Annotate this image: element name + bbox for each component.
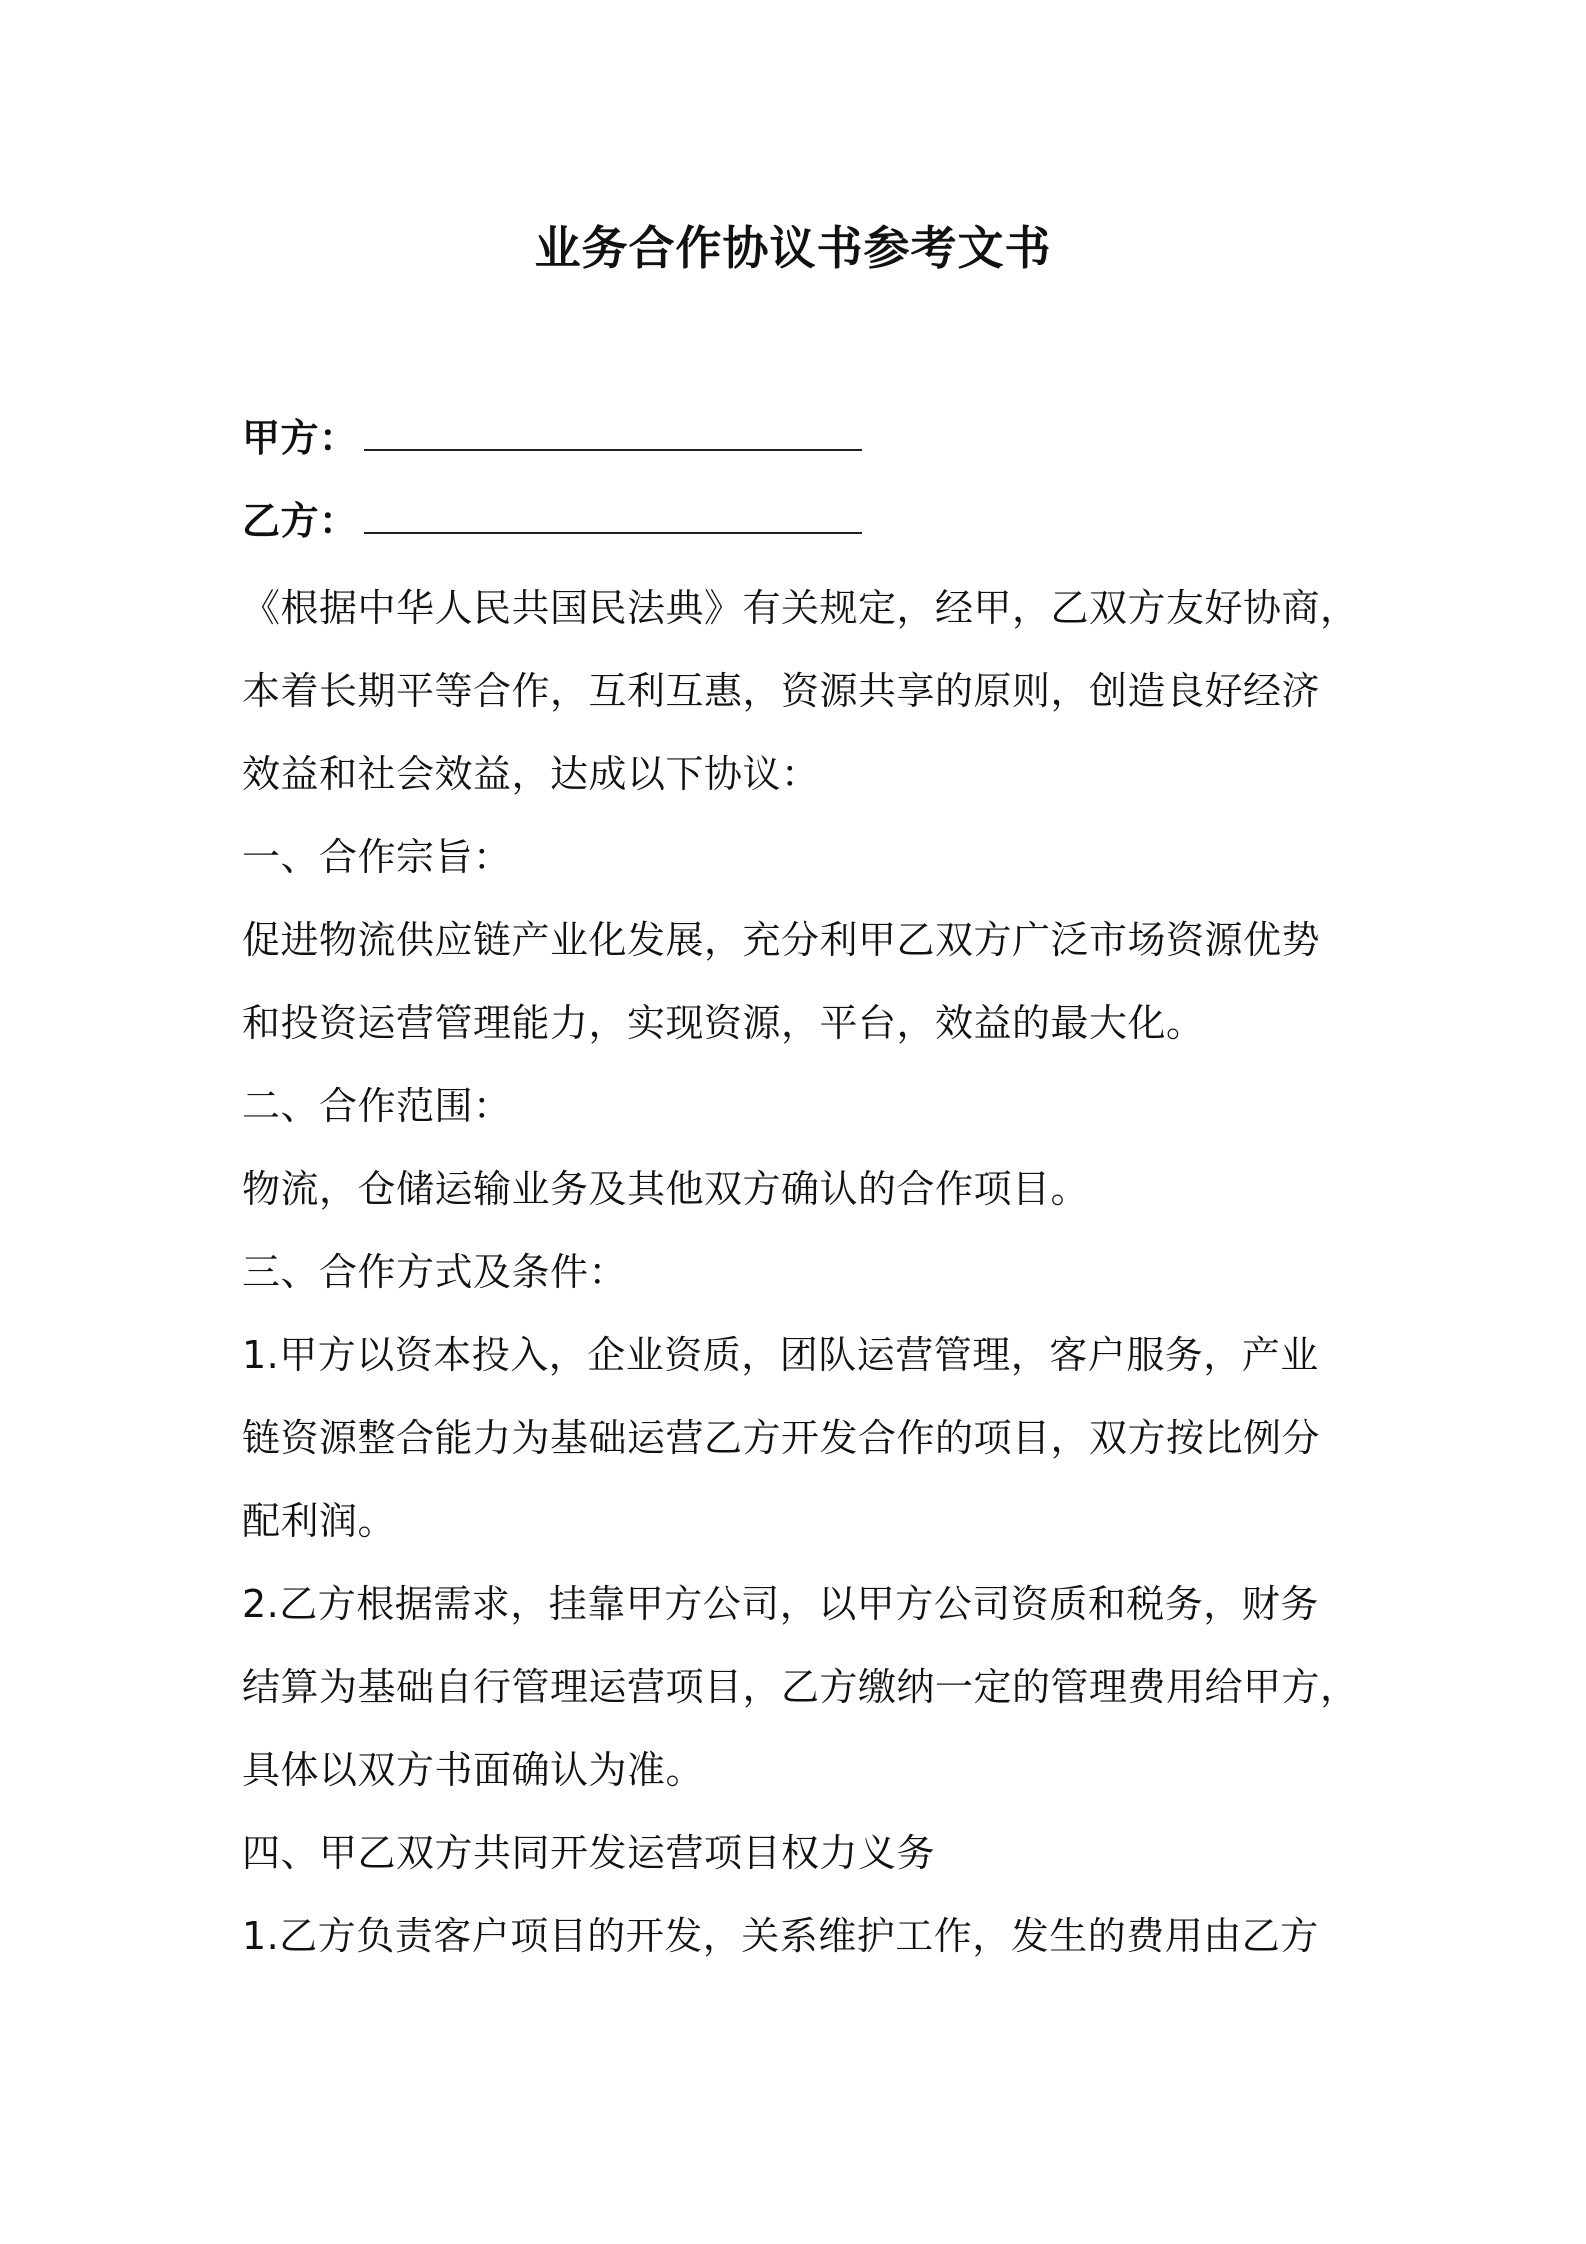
body-line: 结算为基础自行管理运营项目，乙方缴纳一定的管理费用给甲方， bbox=[242, 1665, 1359, 1709]
body-line: 《根据中华人民共国民法典》有关规定，经甲，乙双方友好协商， bbox=[242, 586, 1359, 630]
document-title: 业务合作协议书参考文书 bbox=[534, 221, 1052, 275]
section-heading: 一、合作宗旨： bbox=[242, 835, 512, 879]
body-line: 1.乙方负责客户项目的开发，关系维护工作，发生的费用由乙方 bbox=[242, 1914, 1319, 1958]
party-b-label: 乙方： bbox=[242, 499, 358, 543]
section-heading: 四、甲乙双方共同开发运营项目权力义务 bbox=[242, 1831, 936, 1875]
body-line: 本着长期平等合作，互利互惠，资源共享的原则，创造良好经济 bbox=[242, 669, 1321, 713]
party-b-line bbox=[242, 495, 862, 547]
body-line: 促进物流供应链产业化发展，充分利甲乙双方广泛市场资源优势 bbox=[242, 918, 1321, 962]
body-line: 和投资运营管理能力，实现资源，平台，效益的最大化。 bbox=[242, 1001, 1205, 1045]
body-line: 具体以双方书面确认为准。 bbox=[242, 1748, 705, 1792]
section-heading: 二、合作范围： bbox=[242, 1084, 512, 1128]
section-heading: 三、合作方式及条件： bbox=[242, 1250, 628, 1294]
body-line: 配利润。 bbox=[242, 1499, 397, 1543]
party-a-blank bbox=[364, 419, 862, 451]
body-line: 效益和社会效益，达成以下协议： bbox=[242, 752, 820, 796]
party-b-blank bbox=[364, 502, 862, 534]
body-line: 链资源整合能力为基础运营乙方开发合作的项目，双方按比例分 bbox=[242, 1416, 1321, 1460]
party-a-line bbox=[242, 412, 862, 464]
body-line: 2.乙方根据需求，挂靠甲方公司，以甲方公司资质和税务，财务 bbox=[242, 1582, 1319, 1626]
body-line: 1.甲方以资本投入，企业资质，团队运营管理，客户服务，产业 bbox=[242, 1333, 1319, 1377]
body-line: 物流，仓储运输业务及其他双方确认的合作项目。 bbox=[242, 1167, 1090, 1211]
party-a-label: 甲方： bbox=[242, 416, 358, 460]
